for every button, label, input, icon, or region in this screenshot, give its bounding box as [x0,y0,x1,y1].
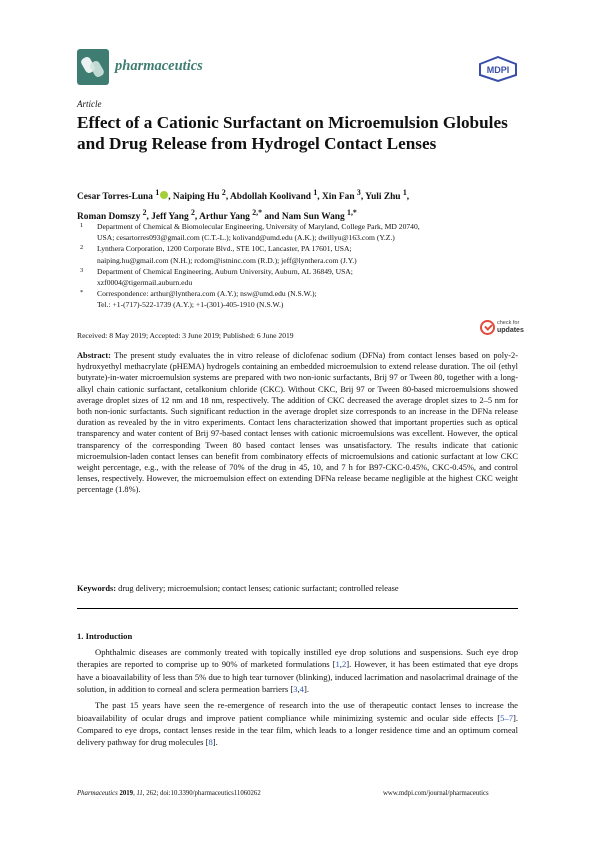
journal-logo [77,49,109,85]
article-type: Article [77,99,102,109]
affiliation-item [77,221,522,243]
affiliation-item [77,288,522,310]
abstract-label: Abstract: [77,351,111,360]
affiliation-line: USA; cesartorres093@gmail.com (C.T.-L.); kolivand@umd.edu (A.K.); dwillyu@163.com (Y.Z.) [97,233,395,243]
author-affiliation-mark: 2 [221,188,226,197]
affiliation-line: naiping.hu@gmail.com (N.H.); rcdom@istninc.com (R.D.); jeff@lynthera.com (J.Y.) [97,255,357,265]
author-name: Jeff Yang [151,212,189,223]
author-affiliation-mark: 1 [402,188,407,197]
author-affiliation-mark: 1 [155,188,160,197]
affiliation-mark: 3 [80,266,84,274]
author-affiliation-mark: 1,* [347,208,357,218]
orcid-icon[interactable] [160,191,168,199]
paragraph: Ophthalmic diseases are commonly treated with topically instilled eye drop solutions and suspensions. Such eye drop therapies are reported to comprise up to 90% of marketed formulations [1,2]. However, it has been estimated that eye drops have a bioavailability of less than 5% due to high tear turnover (blinking), induced lacrimation and nasolacrimal drainage of the solution, in addition to corneal and sclera permeation barriers [3,4]. [77,647,518,695]
mdpi-logo-text: MDPI [486,65,510,75]
affiliation-line: Lynthera Corporation, 1200 Corporate Blvd., STE 10C, Lancaster, PA 17601, USA; [97,244,352,254]
author-name: Yuli Zhu [365,192,401,203]
keywords-label: Keywords: [77,584,117,593]
journal-url[interactable]: www.mdpi.com/journal/pharmaceutics [383,790,489,797]
author-name: Abdollah Koolivand [230,192,312,203]
footer-page: 262 [146,790,157,797]
affiliation-mark: 2 [80,244,84,252]
footer-doi[interactable]: doi:10.3390/pharmaceutics11060262 [159,790,261,797]
author-affiliation-mark: 2 [190,208,195,218]
affiliation-mark: 1 [80,222,84,229]
reference-link[interactable]: 1 [335,659,340,670]
mdpi-logo [478,56,518,82]
author-name: Nam Sun Wang [281,212,345,223]
author-name: Cesar Torres-Luna [77,192,153,203]
author-affiliation-mark: 1 [313,188,318,197]
reference-link[interactable]: 4 [299,684,304,695]
check-icon [480,320,495,335]
citation-footer: Pharmaceutics 2019, 11, 262; doi:10.3390/pharmaceutics11060262 [77,790,261,797]
author-name: Arthur Yang [199,212,250,223]
affiliation-line: xzf0004@tigermail.auburn.edu [97,278,193,288]
section-divider [77,608,518,609]
affiliation-line: Department of Chemical & Biomolecular Engineering, University of Maryland, College Park, MD 20740, [97,222,420,231]
footer-year: 2019 [119,790,134,797]
reference-link[interactable]: 8 [208,737,213,748]
article-title: Effect of a Cationic Surfactant on Microemulsion Globules and Drug Release from Hydrogel Contact Lenses [77,113,508,153]
footer-journal: Pharmaceutics [77,790,118,797]
author-affiliation-mark: 3 [356,188,361,197]
abstract-text: The present study evaluates the in vitro release of diclofenac sodium (DFNa) from contact lenses based on poly-2-hydroxyethyl methacrylate (pHEMA) hydrogels containing an embedded microemulsion to extend release duration. The oil (ethyl butyrate)-in-water microemulsion systems are prepared with two non-ionic surfactants, Brij 97 or Tween 80, together with a long-alkyl chain cationic surfactant, cetalkonium chloride (CKC). Without CKC, Brij 97 or Tween 80-based microemulsions showed average droplet sizes of 12 nm and 18 nm, respectively. The addition of CKC decreased the average droplet sizes to 2–5 nm for both non-ionic surfactants. Such significant reduction in the average droplet size corresponds to an increase in the DFNa release duration as revealed by the in vitro experiments. Contact lens characterization showed that important properties such as optical transparency and water content of Brij 97-based contact lenses with cationic microemulsions was excellent. However, the optical transparency of the corresponding Tween 80 based contact lenses was unsatisfactory. The results indicate that cationic microemulsion-laden contact lenses can benefit from combinatory effects of microemulsions and cationic surfactant at low CKC weight percentage, e.g., with the release of 70% of the drug in 45, 10, and 7 h for B97-CKC-0.45%, CKC-0.45%, and control lenses, respectively. However, the microemulsion effect on extending DFNa release became negligible at the highest CKC weight percentage (1.8%). [77,351,519,495]
affiliations [77,221,522,311]
keywords-text: drug delivery; microemulsion; contact lenses; cationic surfactant; controlled release [118,584,399,593]
section-body [77,646,518,752]
author-affiliation-mark: 2,* [252,208,263,218]
abstract [77,350,518,496]
author-name: Roman Domszy [77,212,141,223]
section-heading: 1. Introduction [77,631,133,641]
reference-link[interactable]: 2 [341,659,347,670]
author-name: Naiping Hu [172,192,220,203]
publication-dates: Received: 8 May 2019; Accepted: 3 June 2019; Published: 6 June 2019 [77,331,294,340]
affiliation-line: Department of Chemical Engineering, Auburn University, Auburn, AL 36849, USA; [97,266,353,276]
affiliation-line: Tel.: +1-(717)-522-1739 (A.Y.); +1-(301)-405-1910 (N.S.W.) [97,300,284,310]
keywords [77,584,518,593]
affiliation-item [77,266,522,288]
affiliation-item [77,243,522,265]
check-for-updates-badge[interactable] [480,318,522,340]
footer-volume: 11 [136,790,143,797]
reference-link[interactable]: 5–7 [500,712,513,723]
author-affiliation-mark: 2 [142,208,147,218]
author-name: Xin Fan [321,192,355,203]
paragraph: The past 15 years have seen the re-emergence of research into the use of therapeutic contact lenses to increase the bioavailability of ocular drugs and improve patient compliance while minimizing systemic and ocular side effects [5–7]. Compared to eye drops, contact lenses reside in the tear film, which leads to a longer residence time and an optimum corneal delivery pathway for drug molecules [8]. [77,700,518,748]
reference-link[interactable]: 3 [293,684,298,695]
check-badge-line1: check for [497,320,520,326]
check-badge-line2: updates [497,327,524,334]
author-list: Cesar Torres-Luna $^1$ , Naiping Hu $^2$, Abdollah Koolivand $^1$, Xin Fan $^3$, Yuli Zhu $^1$, Roman Domszy $^2$, Jeff Yang $^2$, Arthur Yang $^{2,*}$ and Nam Sun Wang $^{1,*}$ [77,188,410,223]
affiliation-line: Correspondence: arthur@lynthera.com (A.Y.); nsw@umd.edu (N.S.W.); [97,289,317,299]
journal-name: pharmaceutics [115,58,203,74]
affiliation-mark: * [80,289,84,297]
